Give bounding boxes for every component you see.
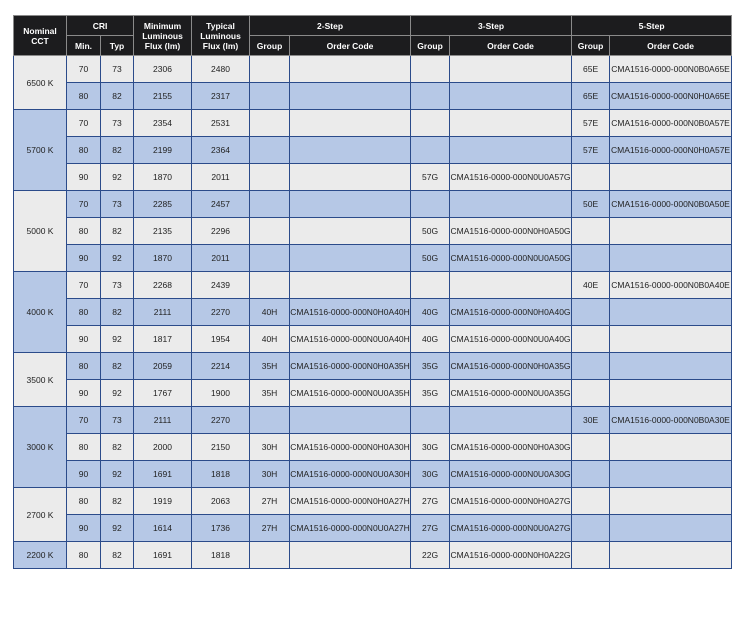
header-2-step-group: Group bbox=[250, 36, 290, 56]
step5-order-code-cell bbox=[610, 542, 732, 569]
step5-group-cell bbox=[572, 542, 610, 569]
step3-order-code-cell: CMA1516-0000-000N0H0A22G bbox=[450, 542, 572, 569]
step2-group-cell: 35H bbox=[250, 380, 290, 407]
step5-order-code-cell bbox=[610, 380, 732, 407]
typ-flux-cell: 2439 bbox=[192, 272, 250, 299]
header-nominal-cct: Nominal CCT bbox=[14, 16, 67, 56]
min-flux-cell: 1614 bbox=[134, 515, 192, 542]
step3-group-cell bbox=[411, 137, 450, 164]
cri-min-cell: 80 bbox=[67, 299, 101, 326]
step3-group-cell: 40G bbox=[411, 326, 450, 353]
step3-group-cell: 35G bbox=[411, 380, 450, 407]
step5-order-code-cell bbox=[610, 353, 732, 380]
cri-typ-cell: 92 bbox=[101, 245, 134, 272]
typ-flux-cell: 1954 bbox=[192, 326, 250, 353]
cri-typ-cell: 73 bbox=[101, 272, 134, 299]
typ-flux-cell: 1900 bbox=[192, 380, 250, 407]
step5-group-cell: 50E bbox=[572, 191, 610, 218]
min-flux-cell: 2111 bbox=[134, 299, 192, 326]
step2-order-code-cell bbox=[290, 164, 411, 191]
step3-group-cell: 22G bbox=[411, 542, 450, 569]
step2-group-cell bbox=[250, 191, 290, 218]
step2-group-cell: 40H bbox=[250, 326, 290, 353]
step5-group-cell bbox=[572, 218, 610, 245]
table-row bbox=[14, 245, 732, 272]
step2-group-cell: 35H bbox=[250, 353, 290, 380]
step5-group-cell: 65E bbox=[572, 56, 610, 83]
step5-order-code-cell bbox=[610, 218, 732, 245]
min-flux-cell: 1767 bbox=[134, 380, 192, 407]
step5-order-code-cell bbox=[610, 245, 732, 272]
step2-order-code-cell bbox=[290, 191, 411, 218]
step5-order-code-cell bbox=[610, 515, 732, 542]
min-flux-cell: 1919 bbox=[134, 488, 192, 515]
header-3-step: 3-Step bbox=[411, 16, 572, 36]
step3-order-code-cell bbox=[450, 407, 572, 434]
step5-group-cell bbox=[572, 380, 610, 407]
table-row bbox=[14, 83, 732, 110]
header-typ-flux: Typical Luminous Flux (lm) bbox=[192, 16, 250, 56]
step2-order-code-cell bbox=[290, 542, 411, 569]
cri-min-cell: 70 bbox=[67, 407, 101, 434]
min-flux-cell: 2354 bbox=[134, 110, 192, 137]
step5-group-cell bbox=[572, 164, 610, 191]
step5-group-cell bbox=[572, 434, 610, 461]
nominal-cct-cell: 5700 K bbox=[14, 110, 67, 191]
header-2-step-order-code: Order Code bbox=[290, 36, 411, 56]
step5-order-code-cell: CMA1516-0000-000N0B0A65E bbox=[610, 56, 732, 83]
table-row bbox=[14, 164, 732, 191]
min-flux-cell: 1870 bbox=[134, 245, 192, 272]
header-min-flux: Minimum Luminous Flux (lm) bbox=[134, 16, 192, 56]
cri-typ-cell: 92 bbox=[101, 380, 134, 407]
step2-order-code-cell: CMA1516-0000-000N0U0A27H bbox=[290, 515, 411, 542]
min-flux-cell: 1691 bbox=[134, 461, 192, 488]
step3-order-code-cell bbox=[450, 137, 572, 164]
table-row bbox=[14, 515, 732, 542]
step5-order-code-cell bbox=[610, 299, 732, 326]
step2-group-cell bbox=[250, 110, 290, 137]
header-cri-min: Min. bbox=[67, 36, 101, 56]
step5-group-cell: 40E bbox=[572, 272, 610, 299]
cri-min-cell: 90 bbox=[67, 461, 101, 488]
header-3-step-group: Group bbox=[411, 36, 450, 56]
typ-flux-cell: 1818 bbox=[192, 461, 250, 488]
step3-order-code-cell bbox=[450, 110, 572, 137]
typ-flux-cell: 2150 bbox=[192, 434, 250, 461]
cri-min-cell: 80 bbox=[67, 542, 101, 569]
step2-order-code-cell bbox=[290, 83, 411, 110]
typ-flux-cell: 2296 bbox=[192, 218, 250, 245]
step3-order-code-cell: CMA1516-0000-000N0H0A50G bbox=[450, 218, 572, 245]
step5-group-cell bbox=[572, 353, 610, 380]
step2-group-cell bbox=[250, 83, 290, 110]
typ-flux-cell: 2531 bbox=[192, 110, 250, 137]
cri-min-cell: 90 bbox=[67, 164, 101, 191]
typ-flux-cell: 2011 bbox=[192, 164, 250, 191]
table-row bbox=[14, 488, 732, 515]
cri-typ-cell: 92 bbox=[101, 515, 134, 542]
cri-min-cell: 90 bbox=[67, 326, 101, 353]
step2-order-code-cell: CMA1516-0000-000N0H0A27H bbox=[290, 488, 411, 515]
cri-typ-cell: 92 bbox=[101, 326, 134, 353]
step2-order-code-cell bbox=[290, 218, 411, 245]
step3-group-cell: 35G bbox=[411, 353, 450, 380]
step5-group-cell bbox=[572, 515, 610, 542]
step2-group-cell: 30H bbox=[250, 434, 290, 461]
step3-group-cell: 40G bbox=[411, 299, 450, 326]
table-body bbox=[14, 56, 732, 569]
step3-group-cell bbox=[411, 191, 450, 218]
cri-min-cell: 70 bbox=[67, 56, 101, 83]
min-flux-cell: 2111 bbox=[134, 407, 192, 434]
table-row bbox=[14, 353, 732, 380]
step3-order-code-cell: CMA1516-0000-000N0U0A50G bbox=[450, 245, 572, 272]
cri-min-cell: 80 bbox=[67, 353, 101, 380]
step2-order-code-cell: CMA1516-0000-000N0H0A30H bbox=[290, 434, 411, 461]
step2-group-cell: 40H bbox=[250, 299, 290, 326]
step3-group-cell: 27G bbox=[411, 488, 450, 515]
typ-flux-cell: 2063 bbox=[192, 488, 250, 515]
header-5-step-order-code: Order Code bbox=[610, 36, 732, 56]
step2-group-cell bbox=[250, 218, 290, 245]
table-row bbox=[14, 110, 732, 137]
table-row bbox=[14, 542, 732, 569]
step5-group-cell bbox=[572, 488, 610, 515]
min-flux-cell: 2268 bbox=[134, 272, 192, 299]
cri-min-cell: 90 bbox=[67, 380, 101, 407]
step2-order-code-cell bbox=[290, 56, 411, 83]
cri-min-cell: 70 bbox=[67, 191, 101, 218]
step2-group-cell bbox=[250, 407, 290, 434]
step3-order-code-cell bbox=[450, 272, 572, 299]
spec-table bbox=[13, 15, 732, 569]
cri-min-cell: 70 bbox=[67, 110, 101, 137]
step5-order-code-cell bbox=[610, 164, 732, 191]
step5-order-code-cell: CMA1516-0000-000N0H0A57E bbox=[610, 137, 732, 164]
cri-min-cell: 80 bbox=[67, 488, 101, 515]
cri-min-cell: 70 bbox=[67, 272, 101, 299]
table-row bbox=[14, 407, 732, 434]
min-flux-cell: 2135 bbox=[134, 218, 192, 245]
step5-order-code-cell: CMA1516-0000-000N0B0A57E bbox=[610, 110, 732, 137]
step5-group-cell bbox=[572, 326, 610, 353]
typ-flux-cell: 1736 bbox=[192, 515, 250, 542]
step3-group-cell bbox=[411, 407, 450, 434]
cri-typ-cell: 73 bbox=[101, 110, 134, 137]
step5-order-code-cell bbox=[610, 434, 732, 461]
header-cri-typ: Typ bbox=[101, 36, 134, 56]
step2-group-cell: 27H bbox=[250, 515, 290, 542]
min-flux-cell: 2155 bbox=[134, 83, 192, 110]
nominal-cct-cell: 2200 K bbox=[14, 542, 67, 569]
nominal-cct-cell: 6500 K bbox=[14, 56, 67, 110]
cri-min-cell: 80 bbox=[67, 218, 101, 245]
step3-order-code-cell: CMA1516-0000-000N0U0A57G bbox=[450, 164, 572, 191]
step2-order-code-cell: CMA1516-0000-000N0H0A35H bbox=[290, 353, 411, 380]
step3-order-code-cell: CMA1516-0000-000N0H0A40G bbox=[450, 299, 572, 326]
min-flux-cell: 2306 bbox=[134, 56, 192, 83]
step3-order-code-cell: CMA1516-0000-000N0U0A27G bbox=[450, 515, 572, 542]
min-flux-cell: 1691 bbox=[134, 542, 192, 569]
step3-group-cell: 50G bbox=[411, 218, 450, 245]
typ-flux-cell: 2480 bbox=[192, 56, 250, 83]
header-2-step: 2-Step bbox=[250, 16, 411, 36]
nominal-cct-cell: 4000 K bbox=[14, 272, 67, 353]
nominal-cct-cell: 2700 K bbox=[14, 488, 67, 542]
step3-group-cell bbox=[411, 110, 450, 137]
step3-order-code-cell: CMA1516-0000-000N0U0A30G bbox=[450, 461, 572, 488]
cri-min-cell: 90 bbox=[67, 515, 101, 542]
table-row bbox=[14, 461, 732, 488]
nominal-cct-cell: 3000 K bbox=[14, 407, 67, 488]
min-flux-cell: 2059 bbox=[134, 353, 192, 380]
cri-typ-cell: 82 bbox=[101, 299, 134, 326]
step3-order-code-cell: CMA1516-0000-000N0U0A35G bbox=[450, 380, 572, 407]
step2-order-code-cell: CMA1516-0000-000N0U0A40H bbox=[290, 326, 411, 353]
step5-order-code-cell bbox=[610, 461, 732, 488]
cri-typ-cell: 82 bbox=[101, 488, 134, 515]
step5-group-cell: 57E bbox=[572, 110, 610, 137]
table-row bbox=[14, 137, 732, 164]
step5-group-cell: 65E bbox=[572, 83, 610, 110]
step2-group-cell bbox=[250, 56, 290, 83]
typ-flux-cell: 2214 bbox=[192, 353, 250, 380]
step5-group-cell bbox=[572, 461, 610, 488]
nominal-cct-cell: 3500 K bbox=[14, 353, 67, 407]
step3-group-cell: 27G bbox=[411, 515, 450, 542]
header-5-step: 5-Step bbox=[572, 16, 732, 36]
table-row bbox=[14, 326, 732, 353]
step5-group-cell bbox=[572, 245, 610, 272]
min-flux-cell: 1817 bbox=[134, 326, 192, 353]
step2-group-cell bbox=[250, 542, 290, 569]
step2-order-code-cell: CMA1516-0000-000N0H0A40H bbox=[290, 299, 411, 326]
step5-order-code-cell bbox=[610, 488, 732, 515]
cri-typ-cell: 82 bbox=[101, 137, 134, 164]
typ-flux-cell: 1818 bbox=[192, 542, 250, 569]
step3-group-cell bbox=[411, 83, 450, 110]
cri-typ-cell: 82 bbox=[101, 353, 134, 380]
typ-flux-cell: 2317 bbox=[192, 83, 250, 110]
step2-order-code-cell bbox=[290, 110, 411, 137]
typ-flux-cell: 2364 bbox=[192, 137, 250, 164]
step5-order-code-cell: CMA1516-0000-000N0B0A50E bbox=[610, 191, 732, 218]
step2-order-code-cell: CMA1516-0000-000N0U0A35H bbox=[290, 380, 411, 407]
header-3-step-order-code: Order Code bbox=[450, 36, 572, 56]
step2-group-cell bbox=[250, 245, 290, 272]
table-row bbox=[14, 218, 732, 245]
step2-order-code-cell bbox=[290, 407, 411, 434]
cri-typ-cell: 82 bbox=[101, 542, 134, 569]
step5-group-cell bbox=[572, 299, 610, 326]
step2-order-code-cell: CMA1516-0000-000N0U0A30H bbox=[290, 461, 411, 488]
step3-order-code-cell bbox=[450, 56, 572, 83]
step3-order-code-cell: CMA1516-0000-000N0H0A35G bbox=[450, 353, 572, 380]
cri-min-cell: 80 bbox=[67, 83, 101, 110]
table-row bbox=[14, 434, 732, 461]
step3-order-code-cell bbox=[450, 191, 572, 218]
step3-group-cell: 30G bbox=[411, 434, 450, 461]
step5-order-code-cell: CMA1516-0000-000N0B0A30E bbox=[610, 407, 732, 434]
typ-flux-cell: 2270 bbox=[192, 407, 250, 434]
step5-group-cell: 30E bbox=[572, 407, 610, 434]
step2-order-code-cell bbox=[290, 137, 411, 164]
step5-order-code-cell: CMA1516-0000-000N0H0A65E bbox=[610, 83, 732, 110]
min-flux-cell: 2285 bbox=[134, 191, 192, 218]
header-cri: CRI bbox=[67, 16, 134, 36]
cri-min-cell: 80 bbox=[67, 137, 101, 164]
table-row bbox=[14, 380, 732, 407]
cri-typ-cell: 82 bbox=[101, 218, 134, 245]
cri-typ-cell: 82 bbox=[101, 83, 134, 110]
step2-group-cell bbox=[250, 137, 290, 164]
cri-typ-cell: 92 bbox=[101, 461, 134, 488]
cri-min-cell: 90 bbox=[67, 245, 101, 272]
typ-flux-cell: 2270 bbox=[192, 299, 250, 326]
step5-order-code-cell: CMA1516-0000-000N0B0A40E bbox=[610, 272, 732, 299]
cri-typ-cell: 73 bbox=[101, 407, 134, 434]
step3-order-code-cell: CMA1516-0000-000N0H0A27G bbox=[450, 488, 572, 515]
step2-group-cell: 30H bbox=[250, 461, 290, 488]
step2-group-cell bbox=[250, 272, 290, 299]
step2-order-code-cell bbox=[290, 245, 411, 272]
min-flux-cell: 1870 bbox=[134, 164, 192, 191]
table-row bbox=[14, 191, 732, 218]
step2-order-code-cell bbox=[290, 272, 411, 299]
nominal-cct-cell: 5000 K bbox=[14, 191, 67, 272]
step5-group-cell: 57E bbox=[572, 137, 610, 164]
typ-flux-cell: 2457 bbox=[192, 191, 250, 218]
typ-flux-cell: 2011 bbox=[192, 245, 250, 272]
cri-typ-cell: 92 bbox=[101, 164, 134, 191]
step2-group-cell: 27H bbox=[250, 488, 290, 515]
table-row bbox=[14, 299, 732, 326]
step3-order-code-cell: CMA1516-0000-000N0U0A40G bbox=[450, 326, 572, 353]
cri-typ-cell: 82 bbox=[101, 434, 134, 461]
step3-group-cell bbox=[411, 56, 450, 83]
step2-group-cell bbox=[250, 164, 290, 191]
table-header bbox=[14, 16, 732, 56]
min-flux-cell: 2199 bbox=[134, 137, 192, 164]
step3-group-cell: 30G bbox=[411, 461, 450, 488]
table-row bbox=[14, 56, 732, 83]
min-flux-cell: 2000 bbox=[134, 434, 192, 461]
step3-group-cell: 57G bbox=[411, 164, 450, 191]
cri-typ-cell: 73 bbox=[101, 56, 134, 83]
step3-order-code-cell: CMA1516-0000-000N0H0A30G bbox=[450, 434, 572, 461]
header-5-step-group: Group bbox=[572, 36, 610, 56]
cri-typ-cell: 73 bbox=[101, 191, 134, 218]
table-row bbox=[14, 272, 732, 299]
cri-min-cell: 80 bbox=[67, 434, 101, 461]
step3-order-code-cell bbox=[450, 83, 572, 110]
step3-group-cell: 50G bbox=[411, 245, 450, 272]
step3-group-cell bbox=[411, 272, 450, 299]
step5-order-code-cell bbox=[610, 326, 732, 353]
